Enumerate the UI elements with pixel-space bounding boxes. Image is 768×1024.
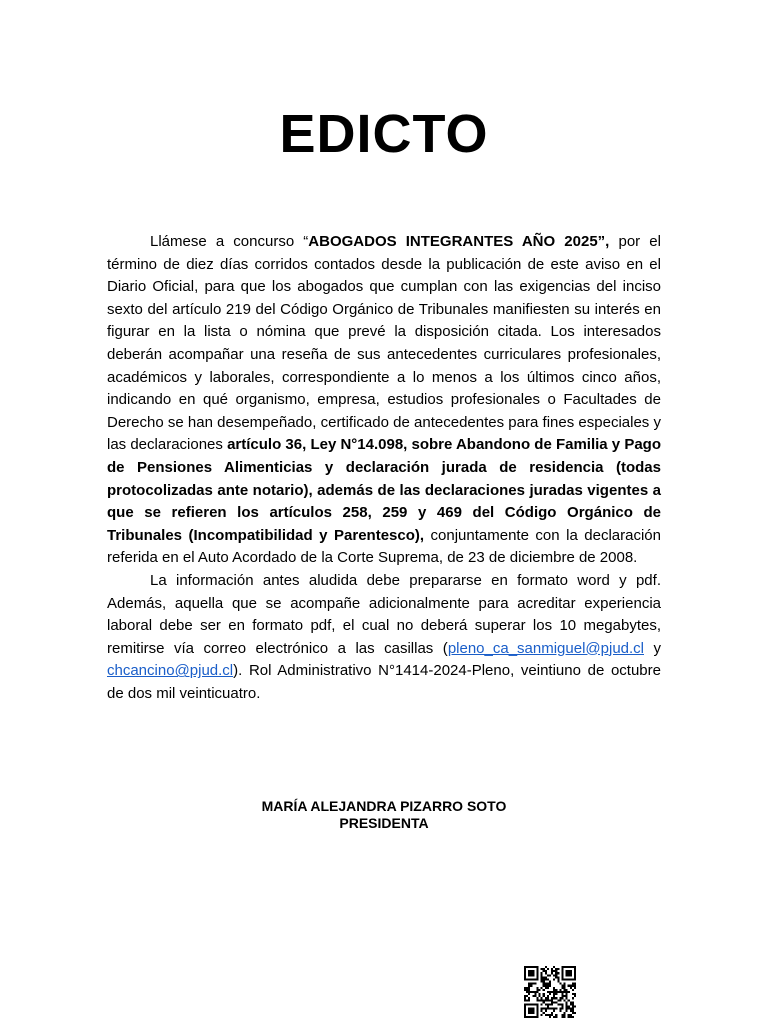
qr-code-icon bbox=[524, 966, 576, 1018]
page-title: EDICTO bbox=[279, 104, 489, 164]
text-run: La información antes aludida debe prepararse en formato word y pdf. Además, aquella que se acompañe adicionalmente para acreditar experiencia laboral debe ser en formato pdf, el cual no deberá superar los 10 megabytes, remitirse vía correo electrónico a las casillas ( bbox=[107, 571, 661, 657]
signatory-name: MARÍA ALEJANDRA PIZARRO SOTO bbox=[261, 798, 507, 814]
text-run: ). Rol Administrativo N°1414-2024-Pleno, veintiuno de octubre de dos mil veinticuatro. bbox=[107, 662, 661, 702]
email-link-chcancino[interactable]: chcancino@pjud.cl bbox=[107, 662, 234, 680]
contest-name: ABOGADOS INTEGRANTES AÑO 2025”, bbox=[308, 233, 610, 250]
text-run: por el término de diez días corridos contados desde la publicación de este aviso en el Diario Oficial, para que los abogados que cumplan con las exigencias del inciso sexto del artículo 219 del Código Orgánico de Tribunales manifiesten su interés en figurar en la lista o nómina que prevé la disposición citada. Los interesados deberán acompañar una reseña de sus antecedentes curriculares profesionales, académicos y laborales, correspondiente a lo menos a los últimos cinco años, indicando en qué organismo, empresa, estudios profesionales o Facultades de Derecho se han desempeñado, certificado de antecedentes para fines especiales y las declaraciones bbox=[107, 233, 661, 454]
text-run: Llámese a concurso “ bbox=[150, 233, 309, 250]
text-run: y bbox=[644, 639, 662, 657]
edict-body bbox=[107, 231, 661, 705]
email-link-pleno[interactable]: pleno_ca_sanmiguel@pjud.cl bbox=[447, 639, 644, 657]
required-declarations: artículo 36, Ley N°14.098, sobre Abandono de Familia y Pago de Pensiones Alimenticias y declaración jurada de residencia (todas protocolizadas ante notario), además de las declaraciones juradas vigentes a que se refieren los artículos 258, 259 y 469 del Código Orgánico de Tribunales (Incompatibilidad y Parentesco), bbox=[107, 436, 661, 544]
paragraph-instructions bbox=[107, 570, 661, 706]
signature-block bbox=[0, 798, 768, 832]
paragraph-convocatoria bbox=[107, 231, 661, 570]
text-run: conjuntamente con la declaración referida en el Auto Acordado de la Corte Suprema, de 23 de diciembre de 2008. bbox=[107, 526, 661, 567]
signatory-role: PRESIDENTA bbox=[339, 815, 429, 831]
